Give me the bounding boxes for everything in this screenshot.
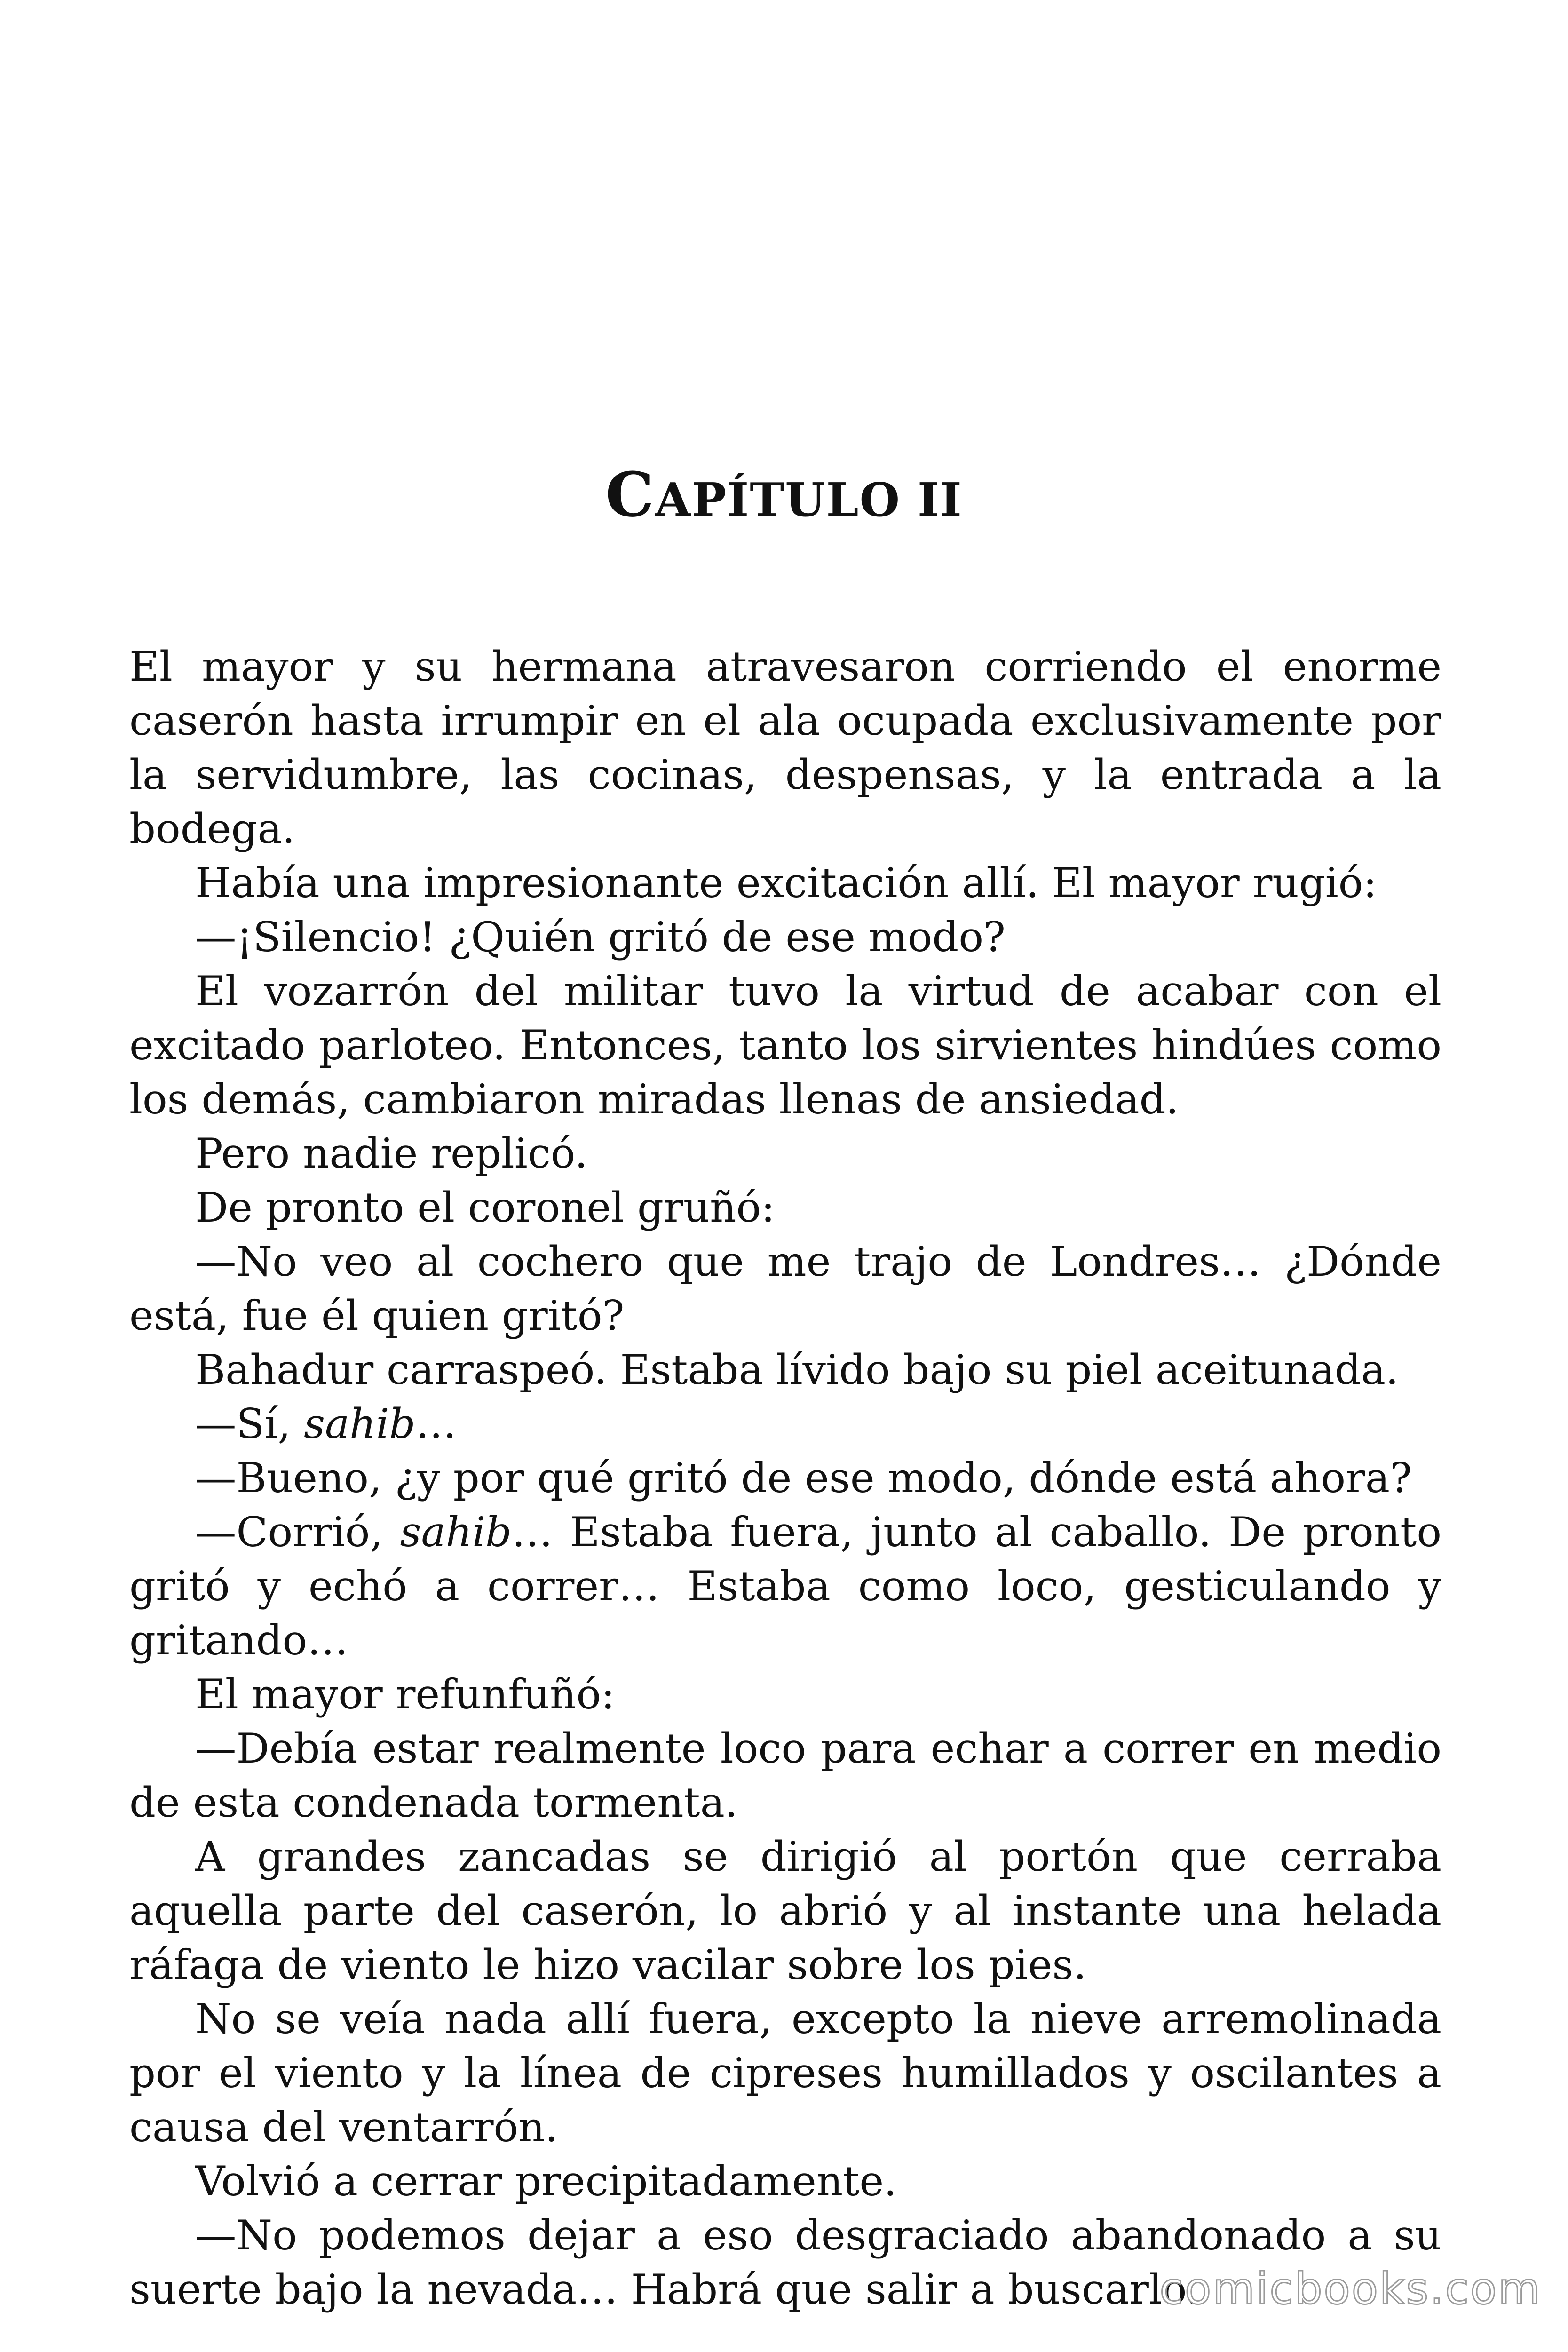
- paragraph: —Bueno, ¿y por qué gritó de ese modo, dónde está ahora?: [195, 1454, 1412, 1502]
- paragraph: El mayor refunfuñó:: [195, 1670, 615, 1718]
- paragraph: —¡Silencio! ¿Quién gritó de ese modo?: [195, 913, 1006, 961]
- paragraph: —Debía estar realmente loco para echar a correr en medio de esta condenada tormenta.: [129, 1724, 1441, 1827]
- paragraph: —Sí, sahib…: [195, 1400, 457, 1448]
- chapter-body: [129, 640, 1441, 2317]
- paragraph: El mayor y su hermana atravesaron corriendo el enorme caserón hasta irrumpir en el ala ocupada exclusivamente por la servidumbre, las cocinas, despensas, y la entrada a la bodega.: [129, 643, 1441, 853]
- watermark: comicbooks.com: [1159, 2264, 1542, 2314]
- paragraph: Pero nadie replicó.: [195, 1129, 588, 1177]
- paragraph: De pronto el coronel gruñó:: [195, 1184, 775, 1232]
- paragraph: —No podemos dejar a eso desgraciado abandonado a su suerte bajo la nevada… Habrá que salir a buscarlo.: [129, 2211, 1441, 2313]
- paragraph: Volvió a cerrar precipitadamente.: [195, 2157, 897, 2205]
- paragraph: Bahadur carraspeó. Estaba lívido bajo su piel aceitunada.: [195, 1346, 1399, 1394]
- chapter-title: CAPÍTULO II: [605, 459, 963, 531]
- paragraph: No se veía nada allí fuera, excepto la nieve arremolinada por el viento y la línea de cipreses humillados y oscilantes a causa del ventarrón.: [129, 1995, 1441, 2151]
- paragraph: El vozarrón del militar tuvo la virtud de acabar con el excitado parloteo. Entonces, tanto los sirvientes hindúes como los demás, cambiaron miradas llenas de ansiedad.: [129, 967, 1441, 1123]
- paragraph: —No veo al cochero que me trajo de Londres… ¿Dónde está, fue él quien gritó?: [129, 1238, 1441, 1340]
- paragraph: —Corrió, sahib… Estaba fuera, junto al caballo. De pronto gritó y echó a correr… Estaba como loco, gesticulando y gritando…: [129, 1508, 1441, 1664]
- paragraph: Había una impresionante excitación allí. El mayor rugió:: [195, 859, 1377, 907]
- paragraph: A grandes zancadas se dirigió al portón que cerraba aquella parte del caserón, lo abrió y al instante una helada ráfaga de viento le hizo vacilar sobre los pies.: [129, 1833, 1441, 1989]
